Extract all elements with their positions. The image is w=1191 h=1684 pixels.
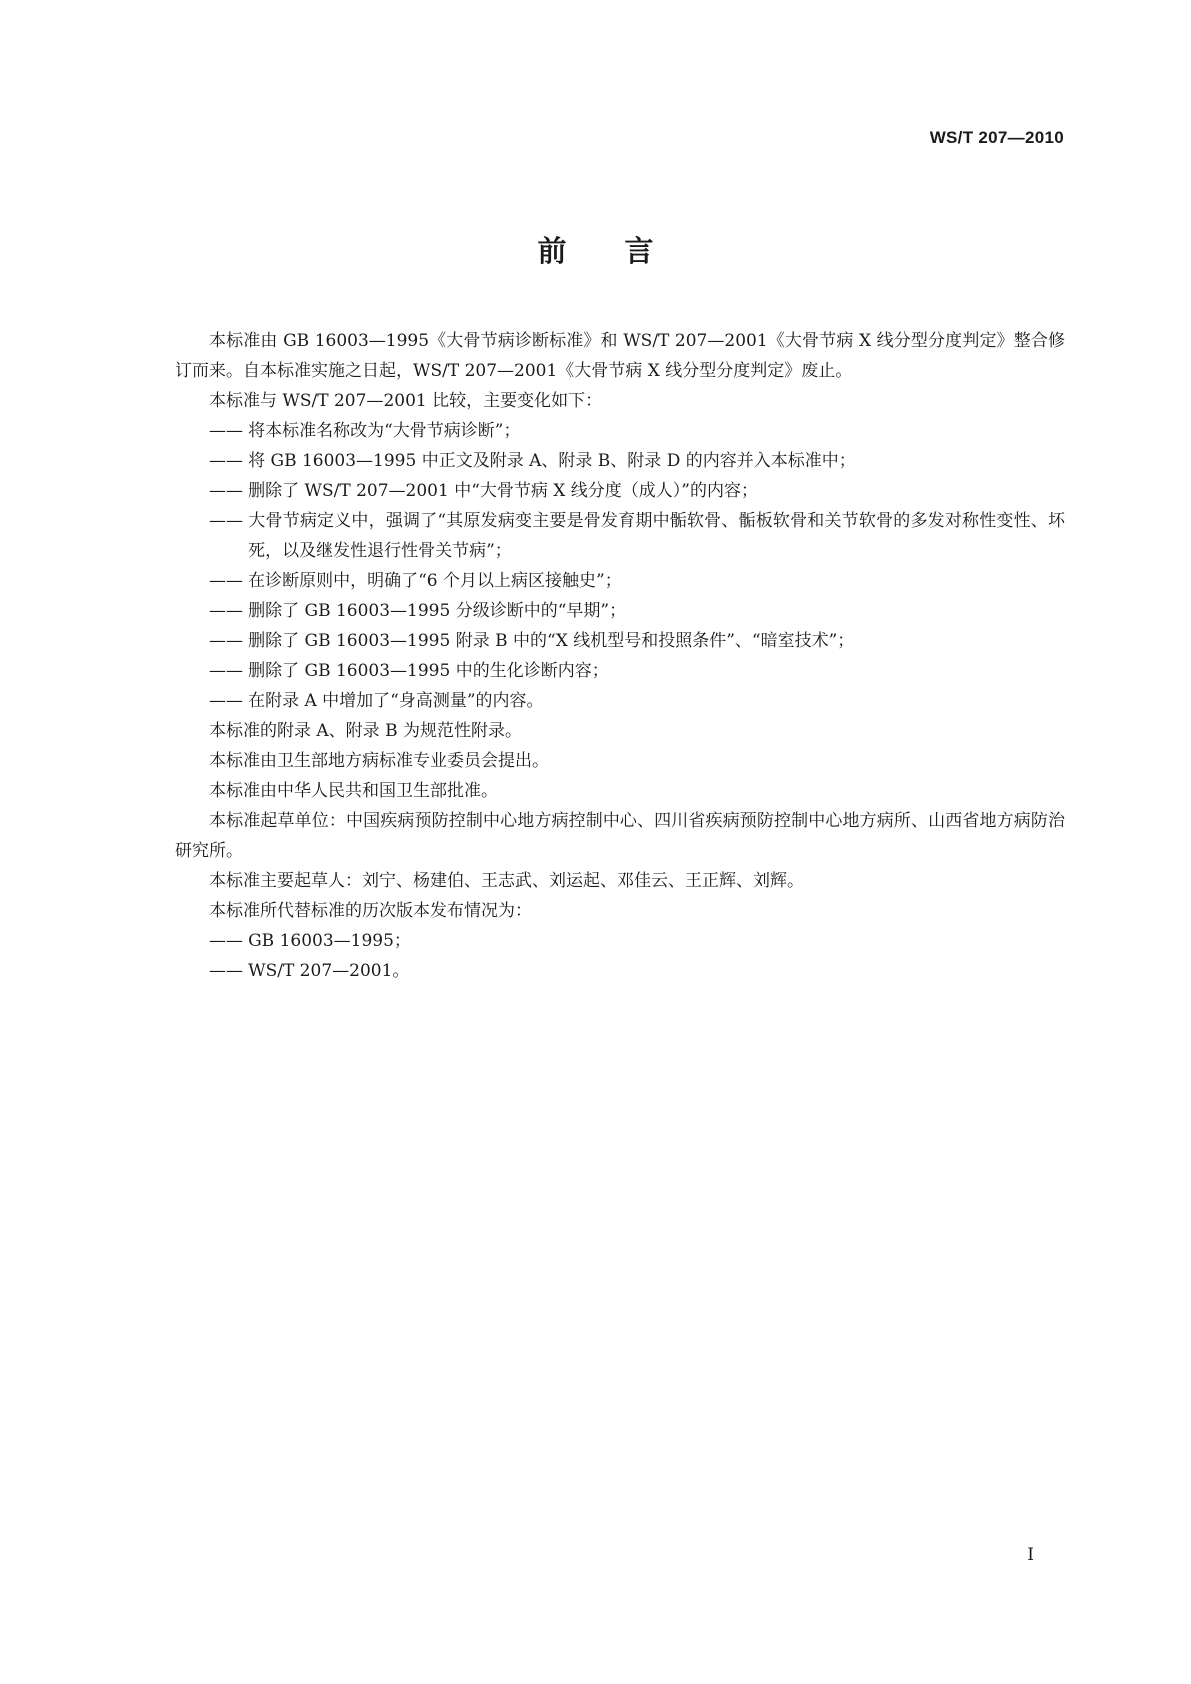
change-item-text: 在诊断原则中，明确了“6 个月以上病区接触史”； xyxy=(248,571,622,591)
paragraph-drafters: 本标准主要起草人：刘宁、杨建伯、王志武、刘运起、邓佳云、王正辉、刘辉。 xyxy=(209,871,804,891)
dash-mark: —— xyxy=(209,421,243,441)
paragraph-annex: 本标准的附录 A、附录 B 为规范性附录。 xyxy=(209,721,522,741)
change-item-text: 在附录 A 中增加了“身高测量”的内容。 xyxy=(248,691,544,711)
dash-mark: —— xyxy=(209,631,243,651)
paragraph-history-intro: 本标准所代替标准的历次版本发布情况为： xyxy=(209,901,532,921)
change-item xyxy=(209,506,1065,566)
paragraph-drafting-units: 本标准起草单位：中国疾病预防控制中心地方病控制中心、四川省疾病预防控制中心地方病所、山西省地方病防治研究所。 xyxy=(175,811,1065,861)
paragraph-changes-intro: 本标准与 WS/T 207—2001 比较，主要变化如下： xyxy=(209,391,603,411)
paragraph-origin: 本标准由 GB 16003—1995《大骨节病诊断标准》和 WS/T 207—2001《大骨节病 X 线分型分度判定》整合修订而来。自本标准实施之日起，WS/T 207—2001《大骨节病 X 线分型分度判定》废止。 xyxy=(175,331,1065,381)
change-item xyxy=(209,446,1065,476)
dash-mark: —— xyxy=(209,451,243,471)
history-item-text: GB 16003—1995； xyxy=(248,931,411,951)
change-item-text: 将本标准名称改为“大骨节病诊断”； xyxy=(248,421,521,441)
dash-mark: —— xyxy=(209,931,243,951)
standard-code: WS/T 207—2010 xyxy=(929,128,1064,147)
dash-mark: —— xyxy=(209,511,243,531)
change-item-text: 删除了 GB 16003—1995 分级诊断中的“早期”； xyxy=(248,601,627,621)
history-item xyxy=(209,926,1065,956)
change-item xyxy=(209,566,1065,596)
change-item-text: 删除了 GB 16003—1995 附录 B 中的“X 线机型号和投照条件”、“暗室技术”； xyxy=(248,631,855,651)
change-item-text: 删除了 WS/T 207—2001 中“大骨节病 X 线分度（成人）”的内容； xyxy=(248,481,758,501)
dash-mark: —— xyxy=(209,601,243,621)
dash-mark: —— xyxy=(209,691,243,711)
dash-mark: —— xyxy=(209,961,243,981)
change-item xyxy=(209,596,1065,626)
change-item-text: 删除了 GB 16003—1995 中的生化诊断内容； xyxy=(248,661,609,681)
page-title: 前言 xyxy=(537,234,712,268)
change-item-text: 大骨节病定义中，强调了“其原发病变主要是骨发育期中骺软骨、骺板软骨和关节软骨的多发对称性变性、坏死，以及继发性退行性骨关节病”； xyxy=(248,511,1065,561)
paragraph-proposer: 本标准由卫生部地方病标准专业委员会提出。 xyxy=(209,751,549,771)
paragraph-approver: 本标准由中华人民共和国卫生部批准。 xyxy=(209,781,498,801)
foreword-body xyxy=(175,326,1065,986)
page-number: I xyxy=(1027,1545,1034,1565)
dash-mark: —— xyxy=(209,571,243,591)
history-item xyxy=(209,956,1065,986)
dash-mark: —— xyxy=(209,661,243,681)
change-item xyxy=(209,626,1065,656)
change-item-text: 将 GB 16003—1995 中正文及附录 A、附录 B、附录 D 的内容并入本标准中； xyxy=(248,451,856,471)
dash-mark: —— xyxy=(209,481,243,501)
change-item xyxy=(209,476,1065,506)
change-item xyxy=(209,656,1065,686)
change-item xyxy=(209,686,1065,716)
change-item xyxy=(209,416,1065,446)
history-item-text: WS/T 207—2001。 xyxy=(248,961,410,981)
